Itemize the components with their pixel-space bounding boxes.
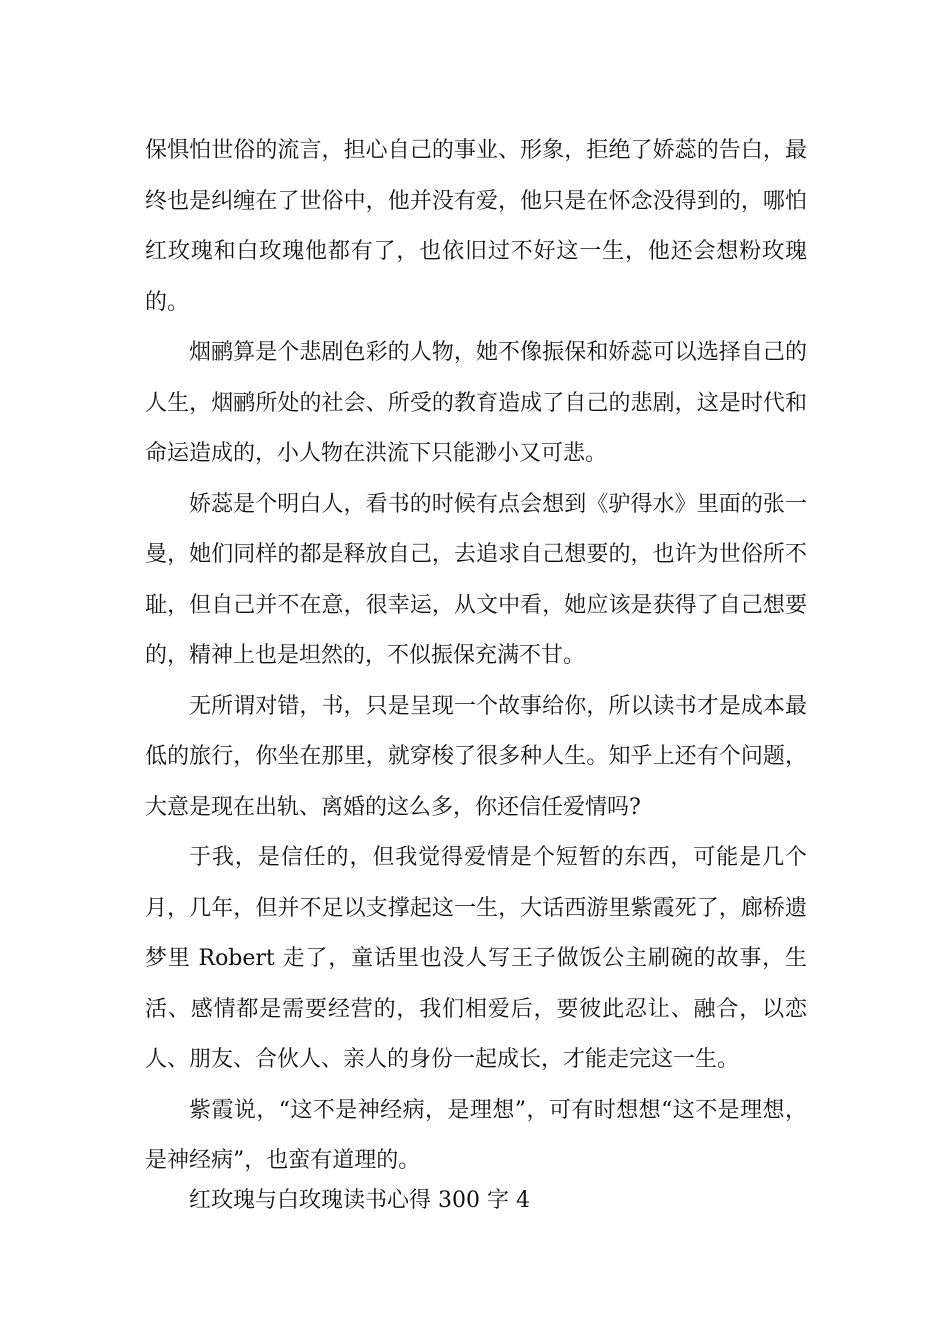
section-heading: 红玫瑰与白玫瑰读书心得 300 字 4 bbox=[189, 1188, 530, 1213]
paragraph-continuation: 保惧怕世俗的流言，担心自己的事业、形象，拒绝了娇蕊的告白，最终也是纠缠在了世俗中，他并没有爱，他只是在怀念没得到的，哪怕红玫瑰和白玫瑰他都有了，也依旧过不好这一生，他还会想粉玫瑰的。 bbox=[145, 138, 807, 315]
paragraph-jiaorui: 娇蕊是个明白人，看书的时候有点会想到《驴得水》里面的张一曼，她们同样的都是释放自己，去追求自己想要的，也许为世俗所不耻，但自己并不在意，很幸运，从文中看，她应该是获得了自己想要的，精神上也是坦然的，不似振保充满不甘。 bbox=[145, 491, 807, 668]
document-body bbox=[145, 126, 807, 1187]
paragraph-yanli: 烟鹂算是个悲剧色彩的人物，她不像振保和娇蕊可以选择自己的人生，烟鹂所处的社会、所受的教育造成了自己的悲剧，这是时代和命运造成的，小人物在洪流下只能渺小又可悲。 bbox=[145, 340, 807, 466]
paragraph-zixia-quote: 紫霞说，“这不是神经病，是理想”，可有时想想“这不是理想，是神经病”，也蛮有道理的。 bbox=[145, 1097, 807, 1173]
paragraph-no-right-wrong: 无所谓对错，书，只是呈现一个故事给你，所以读书才是成本最低的旅行，你坐在那里，就穿梭了很多种人生。知乎上还有个问题，大意是现在出轨、离婚的这么多，你还信任爱情吗? bbox=[145, 693, 807, 820]
paragraph-trust-love: 于我，是信任的，但我觉得爱情是个短暂的东西，可能是几个月，几年，但并不足以支撑起这一生，大话西游里紫霞死了，廊桥遗梦里 Robert 走了，童话里也没人写王子做饭公主刷碗的故事，生活、感情都是需要经营的，我们相爱后，要彼此忍让、融合，以恋人、朋友、合伙人、亲人的身份一起成长，才能走完这一生。 bbox=[145, 845, 807, 1072]
